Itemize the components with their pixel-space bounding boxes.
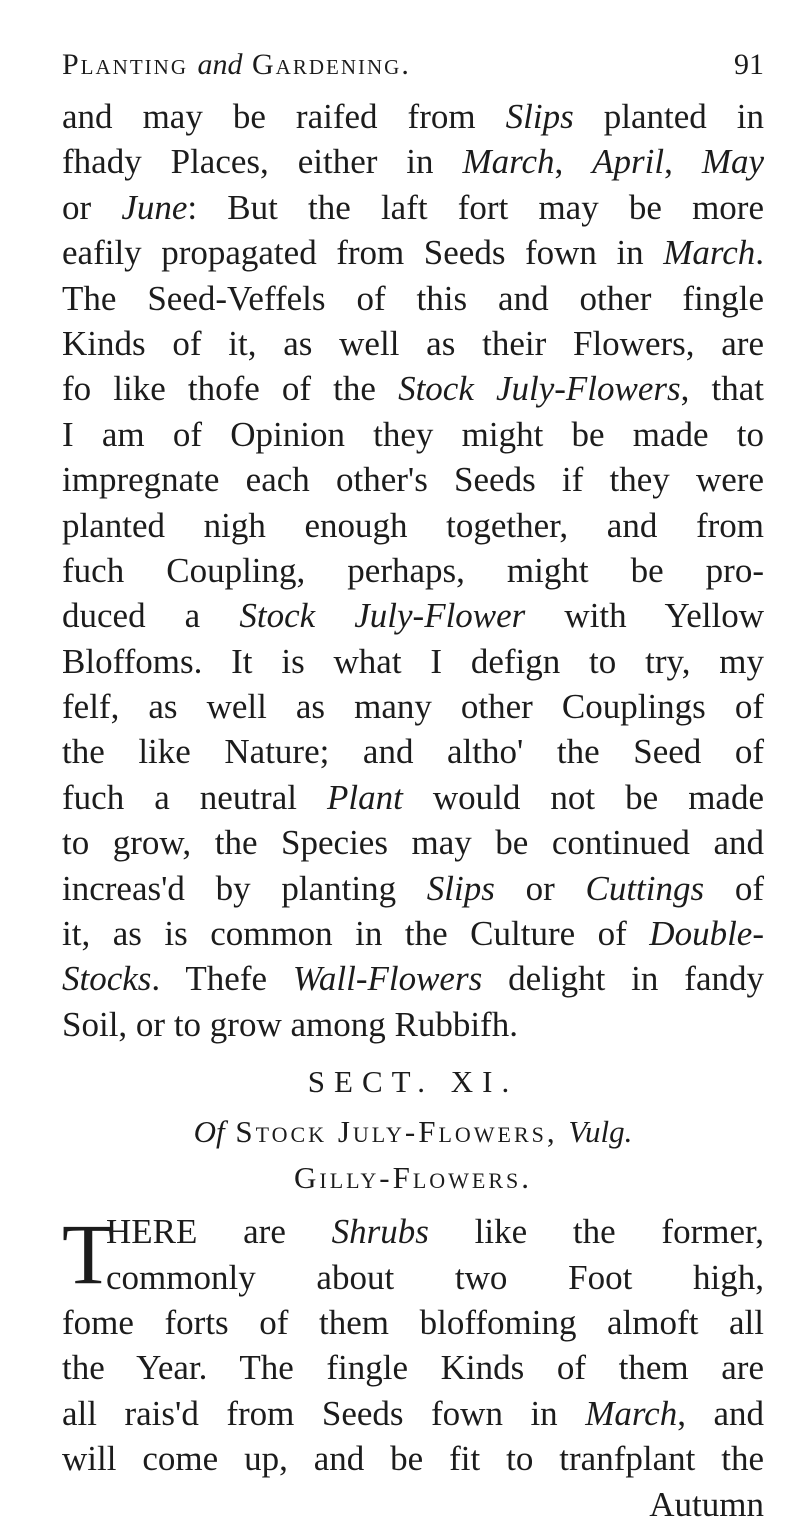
paragraph-2	[62, 1206, 764, 1527]
paragraph-1	[62, 94, 764, 1047]
section-subtitle: Of Stock July-Flowers, Vulg.	[193, 1114, 633, 1150]
text-line: I am of Opinion they might be made to	[62, 414, 764, 454]
text-line: the Year. The fingle Kinds of them are	[62, 1348, 764, 1388]
text-line: commonly about two Foot high,	[106, 1257, 764, 1297]
text-line: Stocks. Thefe Wall-Flowers delight in fandy	[62, 959, 764, 999]
text-line: it, as is common in the Culture of Double-	[62, 914, 764, 954]
text-line: Kinds of it, as well as their Flowers, are	[62, 323, 764, 363]
text-line: or June: But the laft fort may be more	[62, 187, 765, 227]
drop-cap: T	[62, 1206, 115, 1303]
text-line: impregnate each other's Seeds if they were	[62, 460, 764, 500]
text-line: to grow, the Species may be continued and	[62, 823, 764, 863]
text-line: fuch a neutral Plant would not be made	[62, 777, 764, 817]
text-line: HERE are Shrubs like the former,	[106, 1212, 764, 1252]
text-line: increas'd by planting Slips or Cuttings of	[62, 868, 765, 908]
section-heading: SECT. XI.	[307, 1064, 519, 1100]
section-subtitle-line-2: Gilly-Flowers.	[293, 1160, 533, 1196]
text-line: eafily propagated from Seeds fown in March.	[62, 233, 764, 273]
text-line: fome forts of them bloffoming almoft all	[62, 1302, 764, 1342]
text-line: Bloffoms. It is what I defign to try, my	[62, 641, 764, 681]
text-line: fo like thofe of the Stock July-Flowers, that	[62, 369, 765, 409]
text-line: all rais'd from Seeds fown in March, and	[62, 1393, 764, 1433]
text-body	[62, 94, 764, 1527]
text-line: The Seed-Veffels of this and other fingle	[62, 278, 764, 318]
text-line: the like Nature; and altho' the Seed of	[62, 732, 764, 772]
page-number: 91	[734, 48, 764, 81]
running-title-and: and	[197, 48, 243, 81]
text-line: planted nigh enough together, and from	[62, 505, 764, 545]
text-line: fhady Places, either in March, April, May	[62, 142, 765, 182]
catchword: Autumn	[649, 1484, 764, 1524]
text-line: felf, as well as many other Couplings of	[62, 687, 764, 727]
text-line: Soil, or to grow among Rubbifh.	[62, 1004, 518, 1044]
running-title-part-2: Gardening.	[242, 48, 411, 81]
running-head	[62, 44, 764, 84]
running-title-part-1: Planting	[62, 48, 198, 81]
text-line: duced a Stock July-Flower with Yellow	[62, 596, 764, 636]
text-line: and may be raifed from Slips planted in	[62, 97, 765, 136]
text-line: will come up, and be fit to tranfplant the	[62, 1439, 764, 1479]
running-title	[62, 48, 411, 82]
text-line: fuch Coupling, perhaps, might be pro-	[62, 550, 764, 590]
